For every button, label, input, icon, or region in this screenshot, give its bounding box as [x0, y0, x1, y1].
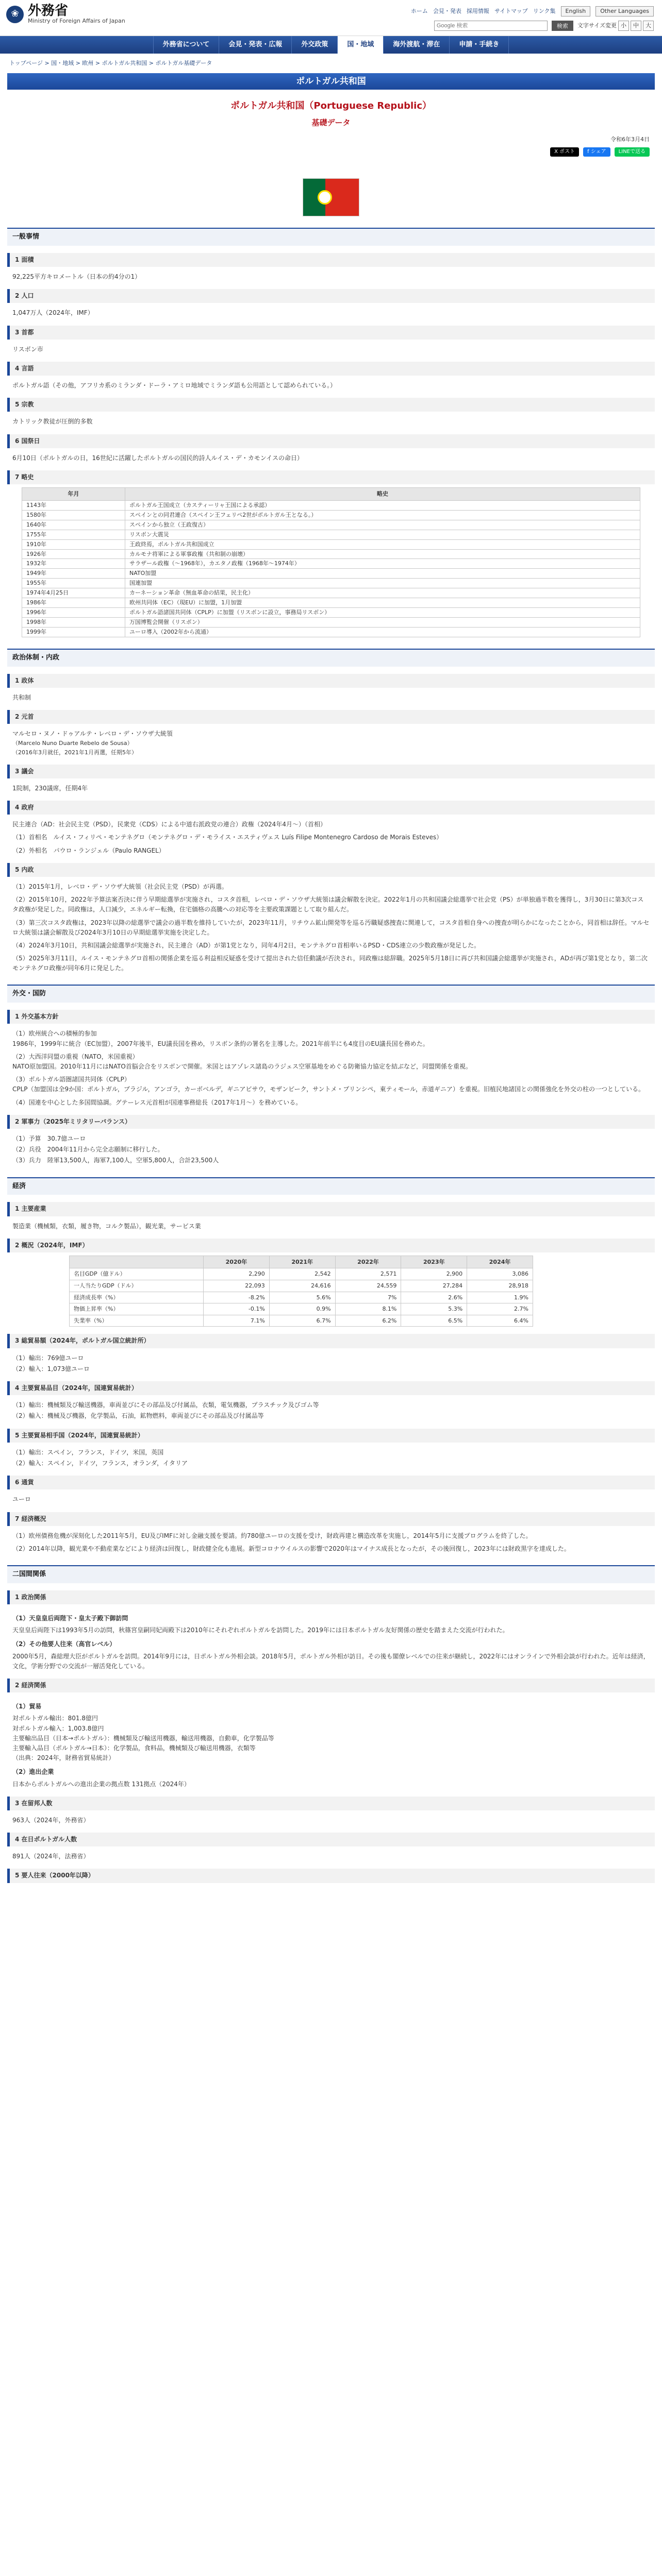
item-text: 共和制 [12, 693, 31, 701]
item-trade-total [7, 1334, 655, 1374]
item-head-of-state [7, 710, 655, 757]
text-size-medium-button[interactable]: 中 [631, 21, 641, 31]
economic-indicators-table [69, 1256, 533, 1327]
nav-item-travel[interactable]: 海外渡航・滞在 [384, 36, 450, 54]
item-text: （1）輸出：スペイン，フランス，ドイツ，米国，英国 [12, 1448, 164, 1456]
item-text: （3）ポルトガル語圏諸国共同体（CPLP） [12, 1076, 130, 1083]
table-row [70, 1280, 533, 1292]
history-year-cell: 1986年 [22, 598, 125, 608]
table-header-year: 2024年 [467, 1256, 533, 1268]
item-heading: 5 内政 [7, 863, 655, 877]
item-text: （5）2025年3月11日，ルイス・モンテネグロ首相の関係企業を巡る利益相反疑惑を受けて提出された信任動議が否決され，同政権は総辞職。2025年5月18日に再び共和国議会総選挙が実施され，ADが再び第1党となり，第二次モンテネグロ政権が同年6月に発足した。 [12, 955, 648, 972]
item-heading: 2 元首 [7, 710, 655, 724]
item-text: （2）大西洋同盟の重視（NATO，米国重視） [12, 1053, 139, 1060]
item-text: 天皇皇后両陛下は1993年5月の訪問，秋篠宮皇嗣同妃両殿下は2010年にそれぞれポルトガルを訪問した。2019年には日本ポルトガル友好関係の歴史を踏まえた交流が行われた。 [12, 1626, 509, 1634]
item-economic-relations [7, 1679, 655, 1789]
indicator-value-cell: 6.4% [467, 1315, 533, 1327]
item-text: （2）輸入：スペイン，ドイツ，フランス，オランダ，イタリア [12, 1459, 188, 1467]
item-heading: 3 首都 [7, 326, 655, 340]
item-text: （1）2015年1月，レベロ・デ・ソウザ大統領（社会民主党（PSD）が再選。 [12, 883, 228, 890]
item-heading: 1 政治関係 [7, 1590, 655, 1604]
history-year-cell: 1949年 [22, 569, 125, 579]
item-text: （出典：2024年，財務省貿易統計） [12, 1754, 115, 1762]
portugal-flag-image [303, 178, 359, 216]
item-text: 963人（2024年，外務省） [12, 1816, 90, 1824]
item-domestic [7, 863, 655, 974]
item-political-relations [7, 1590, 655, 1671]
item-text: マルセロ・ヌノ・ドゥアルテ・レベロ・デ・ソウザ大統領 [12, 730, 173, 738]
item-text: （2）輸入：機械及び機器，化学製品，石油，鉱物燃料，車両並びにその部品及び付属品等 [12, 1412, 264, 1420]
item-text: 1986年，1999年に統合（EC加盟），2007年後半，EU議長国を務め，リスボン条約の署名を主導した。2021年前半にも4度目のEU議長国を務めた。 [12, 1040, 429, 1047]
item-heading: 7 略史 [7, 470, 655, 484]
sub-heading: （1）貿易 [12, 1703, 42, 1710]
item-text: （1）輸出：機械類及び輸送機器，車両並びにその部品及び付属品，衣類，電気機器，プラスチック及びゴム等 [12, 1401, 319, 1409]
table-row [22, 530, 640, 539]
history-year-cell: 1955年 [22, 579, 125, 588]
table-header-year: 2022年 [335, 1256, 401, 1268]
history-event-cell: スペインとの同君連合（スペイン王フェリペ2世がポルトガル王となる。） [125, 510, 640, 520]
item-foreign-policy [7, 1010, 655, 1108]
indicator-label-cell: 経済成長率（%） [70, 1292, 204, 1303]
item-text: （2016年3月就任，2021年1月再選，任期5年） [12, 749, 137, 756]
table-header-year: 2023年 [401, 1256, 467, 1268]
utility-links [411, 6, 654, 16]
table-row [22, 579, 640, 588]
item-text: 主要輸出品目（日本→ポルトガル）：機械類及び輸送用機器，輸送用機器，自動車，化学製品等 [12, 1734, 274, 1742]
item-heading: 4 政府 [7, 801, 655, 815]
share-line-button[interactable]: LINEで送る [615, 147, 650, 157]
history-event-cell: ポルトガル語諸国共同体（CPLP）に加盟（リスボンに設立，事務局リスボン） [125, 608, 640, 618]
item-economic-indicators [7, 1239, 655, 1327]
history-event-cell: 欧州共同体（EC）（現EU）に加盟，1月加盟 [125, 598, 640, 608]
indicator-value-cell: 7.1% [204, 1315, 270, 1327]
item-text: 891人（2024年，法務省） [12, 1853, 90, 1860]
logo-japanese: 外務省 [28, 3, 69, 19]
item-text: （4）2024年3月10日，共和国議会総選挙が実施され，民主連合（AD）が第1党となり，同年4月2日，モンテネグロ首相率いるPSD・CDS連立の少数政権が発足した。 [12, 941, 481, 949]
nav-item-countries[interactable]: 国・地域 [338, 36, 384, 54]
indicator-value-cell: 22,093 [204, 1280, 270, 1292]
section-economy: 経済 [7, 1177, 655, 1195]
item-text: （2）輸入：1,073億ユーロ [12, 1365, 90, 1372]
share-facebook-button[interactable]: f シェア [583, 147, 610, 157]
table-row [22, 569, 640, 579]
item-text: （2）兵役 2004年11月から完全志願制に移行した。 [12, 1146, 164, 1154]
indicator-value-cell: 6.7% [269, 1315, 335, 1327]
util-link-sitemap[interactable]: サイトマップ [494, 8, 528, 14]
section-general: 一般事情 [7, 228, 655, 246]
search-button[interactable]: 検索 [552, 21, 573, 31]
indicator-value-cell: -8.2% [204, 1292, 270, 1303]
indicator-value-cell: 2,542 [269, 1268, 335, 1280]
item-heading: 2 人口 [7, 289, 655, 303]
item-text: 1,047万人（2024年，IMF） [12, 309, 94, 317]
indicator-label-cell: 一人当たりGDP（ドル） [70, 1280, 204, 1292]
indicator-value-cell: 6.5% [401, 1315, 467, 1327]
item-text: 対ポルトガル輸出：801.8億円 [12, 1715, 98, 1722]
history-event-cell: 国連加盟 [125, 579, 640, 588]
item-text: 2000年5月，森総理大臣がポルトガルを訪問。2014年9月には，日ポルトガル外相会談。2018年5月，ポルトガル外相が訪日。その後も閣僚レベルでの往来が継続し，2022年にはオンラインで外相会談が行われた。近年は経済，文化，学術分野での交流が一層活発化している。 [12, 1652, 650, 1670]
table-row [22, 539, 640, 549]
nav-item-press[interactable]: 会見・発表・広報 [219, 36, 292, 54]
page-title-bar: ポルトガル共和国 [7, 73, 655, 90]
item-text: （Marcelo Nuno Duarte Rebelo de Sousa） [12, 740, 133, 747]
history-year-cell: 1143年 [22, 500, 125, 510]
nav-item-about[interactable]: 外務省について [153, 36, 220, 54]
item-text: カトリック教徒が圧倒的多数 [12, 418, 93, 426]
indicator-value-cell: 3,086 [467, 1268, 533, 1280]
history-event-cell: サラザール政権（〜1968年），カエタノ政権（1968年〜1974年） [125, 559, 640, 569]
item-trade-items [7, 1381, 655, 1421]
item-text: 6月10日（ポルトガルの日，16世紀に活躍したポルトガルの国民的詩人ルイス・デ・カモンイスの命日） [12, 454, 304, 462]
item-portuguese-in-japan [7, 1833, 655, 1861]
sub-heading: （2）その他要人往来（高官レベル） [12, 1640, 116, 1648]
item-heading: 4 言語 [7, 362, 655, 376]
item-text: （2）外相名 パウロ・ランジェル（Paulo RANGEL） [12, 846, 165, 854]
item-text: （2）2014年以降，観光業や不動産業などにより経済は回復し，財政健全化も進展。新型コロナウイルスの影響で2020年はマイナス成長となったが，その後回復し，2023年には財政黒字を達成した。 [12, 1545, 570, 1552]
table-row [22, 549, 640, 559]
item-heading: 2 概況（2024年，IMF） [7, 1239, 655, 1252]
item-language [7, 362, 655, 391]
history-table [22, 487, 640, 637]
item-military [7, 1115, 655, 1166]
search-input[interactable] [434, 21, 548, 31]
text-size-control [577, 21, 654, 31]
table-row [22, 588, 640, 598]
indicator-value-cell: 27,284 [401, 1280, 467, 1292]
item-heading: 6 通貨 [7, 1476, 655, 1489]
table-row [22, 628, 640, 637]
item-text: NATO原加盟国。2010年11月にはNATO首脳会合をリスボンで開催。米国とはアゾレス諸島のラジェス空軍基地をめぐる防衛協力協定を結ぶなど，同盟関係を重視。 [12, 1063, 472, 1071]
text-size-large-button[interactable]: 大 [643, 21, 654, 31]
item-population [7, 289, 655, 318]
table-row [70, 1315, 533, 1327]
indicator-value-cell: 2.7% [467, 1303, 533, 1315]
indicator-value-cell: 5.6% [269, 1292, 335, 1303]
history-event-cell: カーネーション革命（無血革命の結果，民主化） [125, 588, 640, 598]
util-link-links[interactable]: リンク集 [533, 8, 556, 14]
history-event-cell: リスボン大震災 [125, 530, 640, 539]
table-row [22, 559, 640, 569]
country-title: ポルトガル共和国（Portuguese Republic） [230, 100, 432, 111]
share-buttons [0, 144, 662, 160]
indicator-value-cell: 28,918 [467, 1280, 533, 1292]
table-row [22, 510, 640, 520]
flag-container [0, 178, 662, 216]
indicator-value-cell: 6.2% [335, 1315, 401, 1327]
item-parliament [7, 765, 655, 793]
site-header [0, 0, 662, 36]
indicator-value-cell: 0.9% [269, 1303, 335, 1315]
history-event-cell: 万国博覧会開催（リスボン） [125, 618, 640, 628]
indicator-value-cell: 24,616 [269, 1280, 335, 1292]
global-nav [0, 36, 662, 54]
item-heading: 6 国祭日 [7, 434, 655, 448]
item-heading: 3 在留邦人数 [7, 1797, 655, 1810]
item-text: （4）国連を中心とした多国間協調。グテーレス元首相が国連事務総長（2017年1月〜）を務めている。 [12, 1098, 302, 1106]
history-year-cell: 1932年 [22, 559, 125, 569]
history-event-cell: 王政終焉，ポルトガル共和国成立 [125, 539, 640, 549]
item-heading: 3 総貿易額（2024年，ポルトガル国立統計所） [7, 1334, 655, 1348]
item-industries [7, 1202, 655, 1231]
item-text: （1）首相名 ルイス・フィリペ・モンテネグロ（モンテネグロ・デ・モライス・エスティヴェス Luís Filipe Montenegro Cardoso de Morais Esteves） [12, 834, 443, 841]
table-header-year: 年月 [22, 488, 125, 501]
item-heading: 5 宗教 [7, 398, 655, 412]
english-link[interactable]: English [561, 6, 591, 16]
history-year-cell: 1580年 [22, 510, 125, 520]
nav-item-policy[interactable]: 外交政策 [292, 36, 338, 54]
item-text: ユーロ [12, 1496, 31, 1503]
item-capital [7, 326, 655, 354]
search-row [434, 21, 654, 31]
table-row [70, 1268, 533, 1280]
item-polity [7, 674, 655, 703]
history-year-cell: 1910年 [22, 539, 125, 549]
indicator-value-cell: 24,559 [335, 1280, 401, 1292]
item-text: （3）第三次コスタ政権は，2023年以降の総選挙で議会の過半数を維持していたが，2023年11月，リチウム鉱山開発等を巡る汚職疑惑捜査に関連して，コスタ首相自身への捜査が明らかになったことから，同首相は辞任。マルセロ大統領は議会解散及び2024年3月10日の早期総選挙実施を決定した。 [12, 919, 650, 936]
item-text: 1院制，230議席，任期4年 [12, 784, 88, 792]
indicator-label-cell: 物価上昇率（%） [70, 1303, 204, 1315]
history-year-cell: 1996年 [22, 608, 125, 618]
item-heading: 3 議会 [7, 765, 655, 778]
util-link-home[interactable]: ホーム [410, 8, 428, 14]
indicator-label-cell: 名目GDP（億ドル） [70, 1268, 204, 1280]
text-size-small-button[interactable]: 小 [618, 21, 629, 31]
item-trade-partners [7, 1429, 655, 1469]
item-heading: 1 面積 [7, 253, 655, 267]
indicator-value-cell: 1.9% [467, 1292, 533, 1303]
logo-english: Ministry of Foreign Affairs of Japan [28, 18, 125, 24]
item-text: リスボン市 [12, 345, 43, 353]
update-date: 令和6年3月4日 [610, 136, 650, 143]
item-heading: 7 経済概況 [7, 1512, 655, 1526]
history-year-cell: 1755年 [22, 530, 125, 539]
table-row [22, 608, 640, 618]
history-event-cell: スペインから独立（王政復古） [125, 520, 640, 530]
section-diplomacy: 外交・国防 [7, 985, 655, 1003]
util-link-press[interactable]: 会見・発表 [433, 8, 461, 14]
section-politics: 政治体制・内政 [7, 649, 655, 667]
item-area [7, 253, 655, 282]
breadcrumb[interactable]: トップページ > 国・地域 > 欧州 > ポルトガル共和国 > ポルトガル基礎データ [9, 60, 212, 66]
history-event-cell: カルモナ将軍による軍事政権（共和制の崩壊） [125, 549, 640, 559]
item-heading: 2 軍事力（2025年ミリタリーバランス） [7, 1115, 655, 1129]
item-text: 92,225平方キロメートル（日本の約4分の1） [12, 273, 141, 280]
item-text: CPLP（加盟国は全9か国：ポルトガル，ブラジル，アンゴラ，カーボベルデ，ギニアビサウ，モザンビーク，サントメ・プリンシペ，東ティモール，赤道ギニア）を重視。旧植民地諸国との関係強化を外交の柱の一つとしている。 [12, 1086, 645, 1093]
history-event-cell: ポルトガル王国成立（カスティーリャ王国による承認） [125, 500, 640, 510]
nav-item-procedures[interactable]: 申請・手続き [450, 36, 509, 54]
indicator-value-cell: 7% [335, 1292, 401, 1303]
item-japanese-residents [7, 1797, 655, 1825]
item-heading: 1 主要産業 [7, 1202, 655, 1216]
item-heading: 5 要人往来（2000年以降） [7, 1869, 655, 1883]
item-heading: 4 主要貿易品目（2024年，国連貿易統計） [7, 1381, 655, 1395]
item-text: （1）予算 30.7億ユーロ [12, 1134, 86, 1142]
sub-heading: （1）天皇皇后両陛下・皇太子殿下御訪問 [12, 1615, 128, 1622]
table-header-event: 略史 [125, 488, 640, 501]
item-text: 製造業（機械類，衣類，履き物，コルク製品），観光業，サービス業 [12, 1222, 201, 1230]
indicator-value-cell: 2,571 [335, 1268, 401, 1280]
table-row [22, 520, 640, 530]
item-heading: 1 外交基本方針 [7, 1010, 655, 1024]
indicator-value-cell: -0.1% [204, 1303, 270, 1315]
table-header-year: 2021年 [269, 1256, 335, 1268]
indicator-value-cell: 5.3% [401, 1303, 467, 1315]
table-row [22, 500, 640, 510]
item-text: 主要輸入品目（ポルトガル→日本）：化学製品，食料品，機械類及び輸送用機器，衣類等 [12, 1744, 256, 1752]
indicator-value-cell: 8.1% [335, 1303, 401, 1315]
page-subtitle: 基礎データ [311, 118, 351, 128]
history-year-cell: 1926年 [22, 549, 125, 559]
item-heading: 2 経済関係 [7, 1679, 655, 1692]
history-event-cell: NATO加盟 [125, 569, 640, 579]
item-heading: 4 在日ポルトガル人数 [7, 1833, 655, 1846]
item-text: 民主連合（AD：社会民主党（PSD），民衆党（CDS）による中道右派政党の連合）政権（2024年4月〜）（首相） [12, 821, 326, 828]
item-text: ポルトガル語（その他，アフリカ系のミランダ・ドーラ・アミロ地域でミランダ語も公用語として認められている。） [12, 382, 337, 389]
item-currency [7, 1476, 655, 1504]
util-link-recruit[interactable]: 採用情報 [466, 8, 489, 14]
history-year-cell: 1999年 [22, 628, 125, 637]
table-header-year: 2020年 [204, 1256, 270, 1268]
item-text: （1）欧州債務危機が深刻化した2011年5月，EU及びIMFに対し金融支援を要請。約780億ユーロの支援を受け，財政再建と構造改革を実施し，2014年5月に支援プログラムを終了した。 [12, 1532, 532, 1539]
sub-heading: （2）進出企業 [12, 1768, 54, 1776]
item-text: （2）2015年10月，2022年予算法案否決に伴う早期総選挙が実施され，コスタ首相，レベロ・デ・ソウザ大統領は議会解散を決定。2022年1月の共和国議会総選挙で社会党（PS）が単独過半数を獲得し，3月30日に第3次コスタ政権が発足した。同政権は，人口減少，エネルギー転換，住宅価格の高騰への対応等を主要政策課題として取り組んだ。 [12, 896, 644, 913]
item-national-day [7, 434, 655, 463]
history-year-cell: 1998年 [22, 618, 125, 628]
indicator-value-cell: 2.6% [401, 1292, 467, 1303]
item-text: 対ポルトガル輸入：1,003.8億円 [12, 1724, 104, 1732]
indicator-value-cell: 2,900 [401, 1268, 467, 1280]
item-text: 日本からポルトガルへの進出企業の拠点数 131拠点（2024年） [12, 1780, 190, 1788]
item-government [7, 801, 655, 856]
table-row [22, 618, 640, 628]
item-history [7, 470, 655, 637]
item-text: （3）兵力 陸軍13,500人，海軍7,100人，空軍5,800人，合計23,500人 [12, 1157, 219, 1164]
other-languages-link[interactable]: Other Languages [595, 6, 654, 16]
table-row [22, 598, 640, 608]
item-dignitary-visits [7, 1869, 655, 1883]
site-logo[interactable] [6, 4, 125, 24]
indicator-value-cell: 2,290 [204, 1268, 270, 1280]
item-text: （1）欧州統合への積極的参加 [12, 1030, 97, 1038]
section-bilateral: 二国間関係 [7, 1565, 655, 1583]
history-event-cell: ユーロ導入（2002年から流通） [125, 628, 640, 637]
item-religion [7, 398, 655, 427]
item-heading: 1 政体 [7, 674, 655, 688]
item-heading: 5 主要貿易相手国（2024年，国連貿易統計） [7, 1429, 655, 1443]
text-size-label: 文字サイズ変更 [577, 22, 617, 29]
table-row [70, 1292, 533, 1303]
emblem-icon: ❀ [6, 6, 24, 23]
indicator-label-cell: 失業率（%） [70, 1315, 204, 1327]
share-x-button[interactable]: X ポスト [550, 147, 579, 157]
item-economic-situation [7, 1512, 655, 1554]
table-row [70, 1303, 533, 1315]
history-year-cell: 1640年 [22, 520, 125, 530]
item-text: （1）輸出：769億ユーロ [12, 1354, 84, 1362]
history-year-cell: 1974年4月25日 [22, 588, 125, 598]
